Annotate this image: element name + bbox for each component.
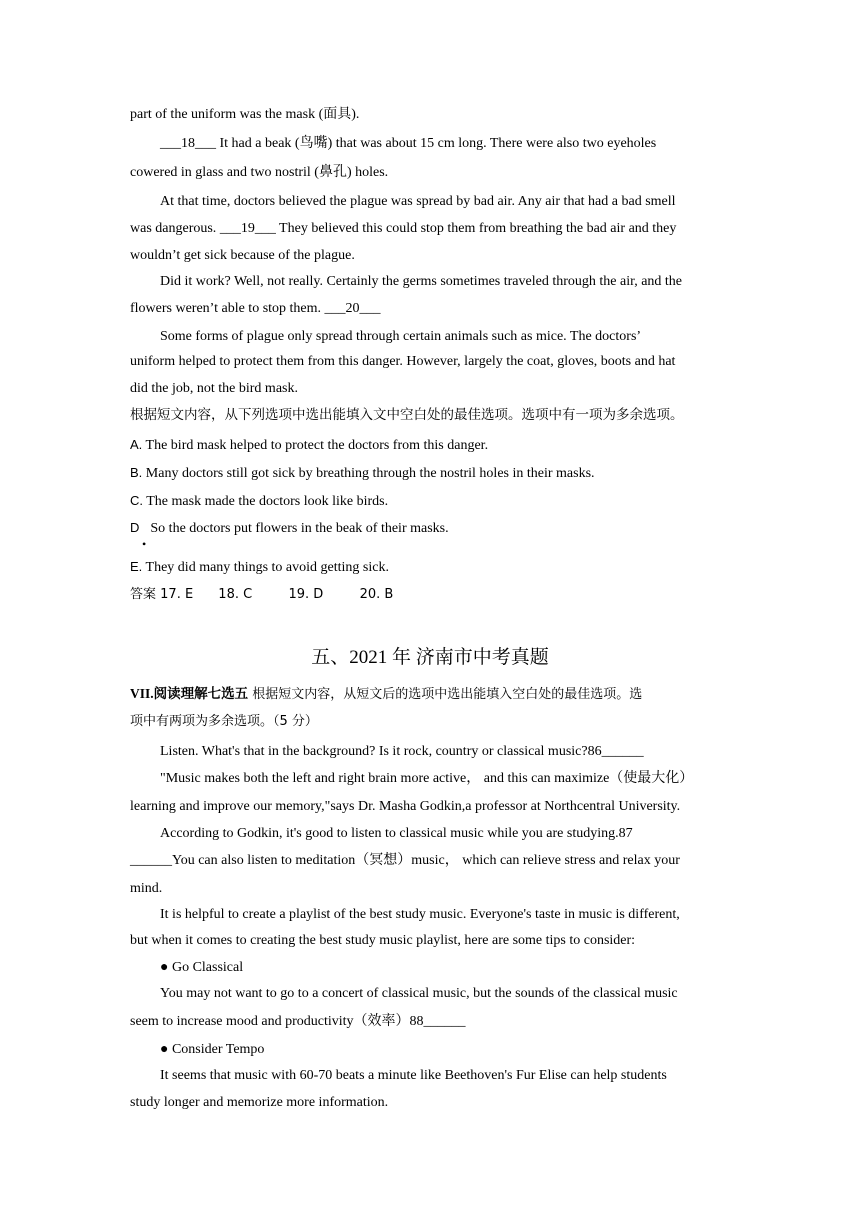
paragraph-line: but when it comes to creating the best study music playlist, here are some tips to consider: <box>130 933 636 948</box>
paragraph-line: wouldn’t get sick because of the plague. <box>130 248 355 263</box>
option-text: The bird mask helped to protect the doctors from this danger. <box>142 438 489 453</box>
paragraph-line: cowered in glass and two nostril (鼻孔) holes. <box>130 165 389 180</box>
answer-line <box>130 586 730 604</box>
question-18-text: It had a beak (鸟嘴) that was about 15 cm long. There were also two eyeholes <box>216 136 657 151</box>
option-letter: C. <box>130 493 143 508</box>
option-text: They did many things to avoid getting sick. <box>142 560 389 575</box>
paragraph-line: At that time, doctors believed the plague was spread by bad air. Any air that had a bad smell <box>160 194 676 209</box>
tip-heading: ● Consider Tempo <box>160 1042 265 1057</box>
paragraph-line: mind. <box>130 881 163 896</box>
paragraph-line: seem to increase mood and productivity（效率）88______ <box>130 1014 466 1029</box>
question-19-before: was dangerous. <box>130 221 220 236</box>
bullet-dot-icon: • <box>142 537 147 551</box>
question-18-line <box>160 135 760 153</box>
paragraph-line: learning and improve our memory,"says Dr. Masha Godkin,a professor at Northcentral University. <box>130 799 681 814</box>
question-20-line <box>130 300 730 318</box>
paragraph-line: part of the uniform was the mask (面具). <box>130 107 360 122</box>
question-19-after: They believed this could stop them from breathing the bad air and they <box>275 221 677 236</box>
answer-20: 20. B <box>359 587 394 602</box>
option-d <box>130 519 730 538</box>
question-19-line <box>130 220 730 238</box>
tip-heading: ● Go Classical <box>160 960 244 975</box>
paragraph-line: It seems that music with 60-70 beats a minute like Beethoven's Fur Elise can help students <box>160 1068 667 1083</box>
section-heading <box>130 685 730 704</box>
paragraph-line: You may not want to go to a concert of classical music, but the sounds of the classical music <box>160 986 678 1001</box>
answer-19: 19. D <box>288 587 324 602</box>
blank-18: ___18___ <box>160 136 216 151</box>
option-letter: A. <box>130 437 143 452</box>
heading-bold: VII.阅读理解七选五 <box>130 686 249 701</box>
heading-rest: 根据短文内容，从短文后的选项中选出能填入空白处的最佳选项。选 <box>248 687 643 702</box>
option-text: The mask made the doctors look like birds. <box>143 494 389 509</box>
blank-19: ___19___ <box>219 221 276 236</box>
option-letter: B. <box>130 465 143 480</box>
option-c <box>130 492 730 511</box>
section-heading-cont: 项中有两项为多余选项。（5 分） <box>130 714 318 729</box>
option-b <box>130 464 730 483</box>
paragraph-line: Did it work? Well, not really. Certainly the germs sometimes traveled through the air, and the <box>160 274 683 289</box>
option-e <box>130 558 730 577</box>
paragraph-line: Some forms of plague only spread through certain animals such as mice. The doctors’ <box>160 329 642 344</box>
paragraph-line: did the job, not the bird mask. <box>130 381 298 396</box>
paragraph-line: "Music makes both the left and right brain more active， and this can maximize（使最大化） <box>160 771 694 786</box>
option-letter: E. <box>130 559 143 574</box>
blank-20: ___20___ <box>324 301 381 316</box>
option-text: Many doctors still got sick by breathing through the nostril holes in their masks. <box>142 466 595 481</box>
answer-17: 17. E <box>160 587 194 602</box>
option-a <box>130 436 730 455</box>
paragraph-line: ______You can also listen to meditation（冥想）music， which can relieve stress and relax your <box>130 853 680 868</box>
option-text: So the doctors put flowers in the beak of their masks. <box>150 521 449 536</box>
question-20-before: flowers weren’t able to stop them. <box>130 301 325 316</box>
paragraph-line: Listen. What's that in the background? Is it rock, country or classical music?86______ <box>160 744 644 759</box>
paragraph-line: According to Godkin, it's good to listen to classical music while you are studying.87 <box>160 826 633 841</box>
answer-18: 18. C <box>218 587 253 602</box>
paragraph-line: uniform helped to protect them from this danger. However, largely the coat, gloves, boots and hat <box>130 354 676 369</box>
paragraph-line: study longer and memorize more information. <box>130 1095 389 1110</box>
instruction-line: 根据短文内容，从下列选项中选出能填入文中空白处的最佳选项。选项中有一项为多余选项。 <box>130 407 684 423</box>
section-title: 五、2021 年 济南市中考真题 <box>311 647 549 668</box>
answer-label: 答案 <box>130 587 157 602</box>
option-letter: D <box>130 520 140 535</box>
paragraph-line: It is helpful to create a playlist of the best study music. Everyone's taste in music is different, <box>160 907 680 922</box>
